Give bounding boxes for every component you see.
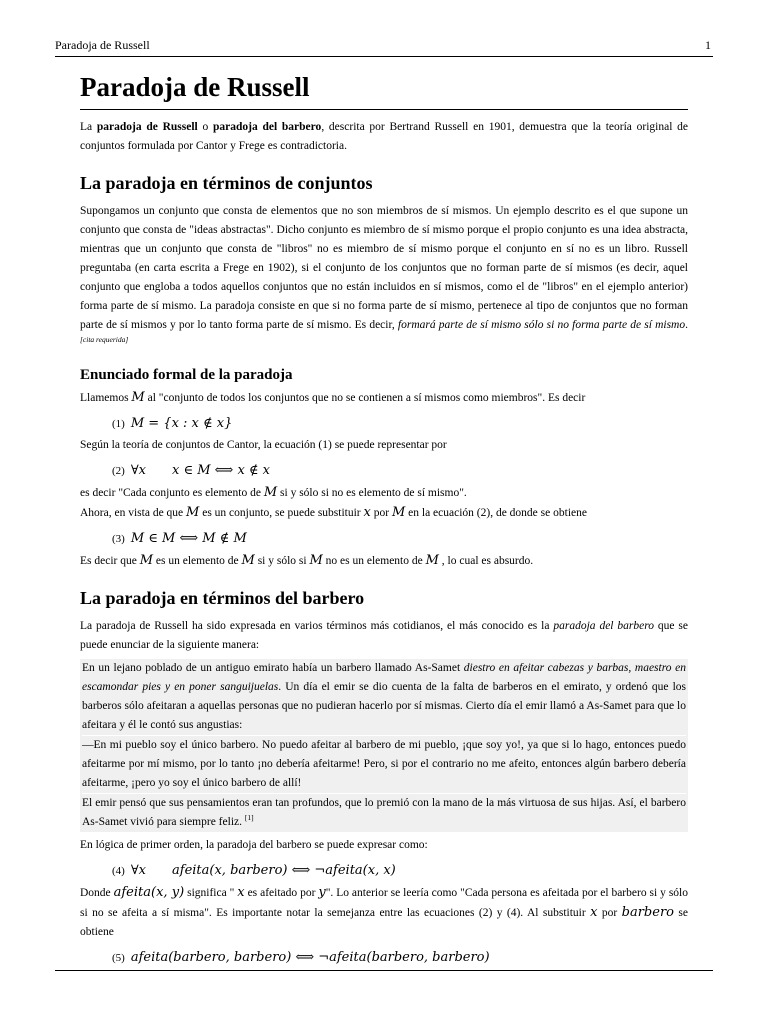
line-text: es un elemento de	[153, 555, 242, 567]
math-symbol: M	[139, 553, 154, 568]
equation-number: (3)	[112, 533, 125, 545]
equation-number: (4)	[112, 865, 125, 877]
math-symbol: M	[425, 553, 439, 568]
story-paragraph-2: —En mi pueblo soy el único barbero. No puedo afeitar al barbero de mi pueblo, ¡que soy yo!, ya que si lo hago, entonces puedo afeitarme por mí mismo, por lo tanto ¡no debería afeitarme! Pero, si por el contrario no me afeito, entonces algún barbero debería afeitarme, ¡pero yo soy el único barbero de allí!	[82, 735, 686, 793]
paragraph-text: En un lejano poblado de un antiguo emirato había un barbero llamado As-Samet	[82, 662, 464, 674]
equation-expression: x ∈ M ⟺ x ∉ x	[172, 463, 270, 478]
equation-expression: M = {x : x ∉ x}	[130, 416, 233, 431]
line-text: si y sólo si no es elemento de sí mismo".	[277, 487, 467, 499]
story-paragraph-1	[82, 659, 686, 735]
intro-text: La	[80, 121, 97, 133]
equation-3	[112, 528, 688, 549]
math-symbol: M	[391, 505, 406, 520]
line-text: es un conjunto, se puede substituir	[199, 507, 364, 519]
intro-text: o	[197, 121, 213, 133]
header-title: Paradoja de Russell	[55, 38, 150, 52]
math-expression: afeita(x, y)	[113, 885, 185, 900]
math-symbol: barbero	[621, 905, 674, 920]
equation-expression: afeita(x, barbero) ⟺ ¬afeita(x, x)	[172, 863, 396, 878]
paragraph-text: . Un día el emir se dio cuenta de la falta de barberos en el emirato, y ordenó que los barberos sólo afeitaran a aquellas personas que no pudieran hacerlo por sí mismas. Cierto día el emir llamó a As-Samet para que lo afeitara y él le contó sus angustias:	[82, 681, 686, 731]
story-paragraph-3	[82, 793, 686, 832]
equation-4	[112, 860, 688, 881]
math-symbol: x	[590, 905, 598, 920]
subsection-heading-enunciado: Enunciado formal de la paradoja	[80, 367, 293, 383]
paragraph-text: La paradoja de Russell ha sido expresada en varios términos más cotidianos, el más conocido es la	[80, 620, 554, 632]
paragraph-text: .	[685, 319, 688, 331]
math-symbol: x	[363, 505, 371, 520]
line-text: al "conjunto de todos los conjuntos que no se contienen a sí mismos como miembros". Es decir	[144, 392, 586, 404]
section-heading-conjuntos: La paradoja en términos de conjuntos	[80, 173, 373, 193]
math-symbol: M	[263, 485, 278, 500]
equation-quantifier: ∀x	[130, 463, 147, 478]
equation-5	[112, 947, 688, 968]
paragraph-text: es afeitado por	[244, 887, 319, 899]
math-symbol: M	[131, 390, 145, 405]
paragraph-text: El emir pensó que sus pensamientos eran tan profundos, que lo premió con la mano de la más virtuosa de sus hijas. Así, el barbero As-Samet vivió para siempre feliz.	[82, 797, 686, 828]
math-symbol: M	[186, 505, 200, 520]
italic-text: diestro en afeitar cabezas y barbas, maestro en escamondar pies y en poner sanguijuelas	[82, 662, 686, 693]
citation-needed-link[interactable]	[80, 335, 128, 344]
line-text: no es un elemento de	[322, 555, 426, 567]
equation-1	[112, 413, 688, 434]
line-text: Ahora, en vista de que	[80, 507, 187, 519]
math-symbol: M	[309, 553, 323, 568]
line-text: , lo cual es absurdo.	[438, 555, 534, 567]
article-body	[80, 70, 688, 970]
formal-line-3	[80, 483, 688, 503]
equation-expression: M ∈ M ⟺ M ∉ M	[130, 531, 247, 546]
bold-term: paradoja de Russell	[96, 121, 198, 133]
footer-rule	[55, 970, 713, 971]
math-symbol: x	[237, 885, 245, 900]
line-text: si y sólo si	[254, 555, 310, 567]
formal-line-1	[80, 388, 688, 408]
reference-link[interactable]: [1]	[244, 813, 254, 823]
story-quote-box	[80, 659, 688, 832]
intro-text: , descrita por Bertrand Russell en 1901, demuestra que la teoría original de conjuntos formulada por Cantor y Frege es contradictoria.	[80, 121, 688, 152]
equation-number: (5)	[112, 952, 125, 964]
paragraph-text: por	[597, 907, 622, 919]
line-text: Llamemos	[80, 392, 132, 404]
line-text: es decir "Cada conjunto es elemento de	[80, 487, 264, 499]
formal-line-5	[80, 551, 688, 571]
page-number: 1	[705, 38, 711, 52]
equation-2	[112, 460, 688, 481]
paragraph-text: se obtiene	[80, 907, 688, 938]
line-text: por	[370, 507, 392, 519]
italic-text: paradoja del barbero	[553, 620, 655, 632]
math-symbol: M	[241, 553, 255, 568]
line-text: en la ecuación (2), de donde se obtiene	[405, 507, 587, 519]
formal-line-4	[80, 503, 688, 523]
line-text: Es decir que	[80, 555, 140, 567]
donde-paragraph	[80, 883, 688, 942]
formal-line-2: Según la teoría de conjuntos de Cantor, la ecuación (1) se puede representar por	[80, 439, 447, 451]
equation-expression: afeita(barbero, barbero) ⟺ ¬afeita(barbero, barbero)	[130, 950, 490, 965]
equation-number: (2)	[112, 465, 125, 477]
paragraph-text: que se puede enunciar de la siguiente manera:	[80, 620, 688, 651]
citation-text: [cita requerida]	[80, 335, 129, 345]
article-title: Paradoja de Russell	[80, 70, 688, 110]
equation-number: (1)	[112, 418, 125, 430]
running-header	[55, 36, 713, 57]
italic-text: formará parte de sí mismo sólo si no forma parte de sí mismo	[397, 319, 686, 331]
paragraph-text: Donde	[80, 887, 114, 899]
conjuntos-paragraph	[80, 202, 688, 354]
paragraph-text: significa "	[184, 887, 238, 899]
paragraph-text: Supongamos un conjunto que consta de elementos que no son miembros de sí mismos. Un ejemplo descrito es el que supone un conjunto que consta de "ideas abstractas". Dicho conjunto es miembro de sí mismo porque el propio conjunto es una idea abstracta, mientras que un conjunto que consta de "libros" no es miembro de sí mismo porque el conjunto en sí no es un libro. Russell preguntaba (en carta escrita a Frege en 1902), si el conjunto de los conjuntos que no forman parte de sí mismos (es decir, aquel conjunto que engloba a todos aquellos conjuntos que no están incluidos en sí mismos, como el de "libros" en el ejemplo anterior) forma parte de sí mismo. La paradoja consiste en que si no forma parte de sí mismo, pertenece al tipo de conjuntos que no forman parte de sí mismos y por lo tanto forma parte de sí mismo. Es decir,	[80, 205, 688, 331]
equation-quantifier: ∀x	[130, 863, 147, 878]
barbero-intro-paragraph	[80, 617, 688, 655]
bold-term: paradoja del barbero	[213, 121, 322, 133]
intro-paragraph	[80, 118, 688, 156]
section-heading-barbero: La paradoja en términos del barbero	[80, 588, 365, 608]
logic-paragraph: En lógica de primer orden, la paradoja del barbero se puede expresar como:	[80, 839, 428, 851]
paragraph-text: ". Lo anterior se leería como "Cada persona es afeitada por el barbero si y sólo si no se afeita a sí misma". Es importante notar la semejanza entre las ecuaciones (2) y (4). Al substituir	[80, 887, 688, 919]
math-symbol: y	[318, 885, 326, 900]
